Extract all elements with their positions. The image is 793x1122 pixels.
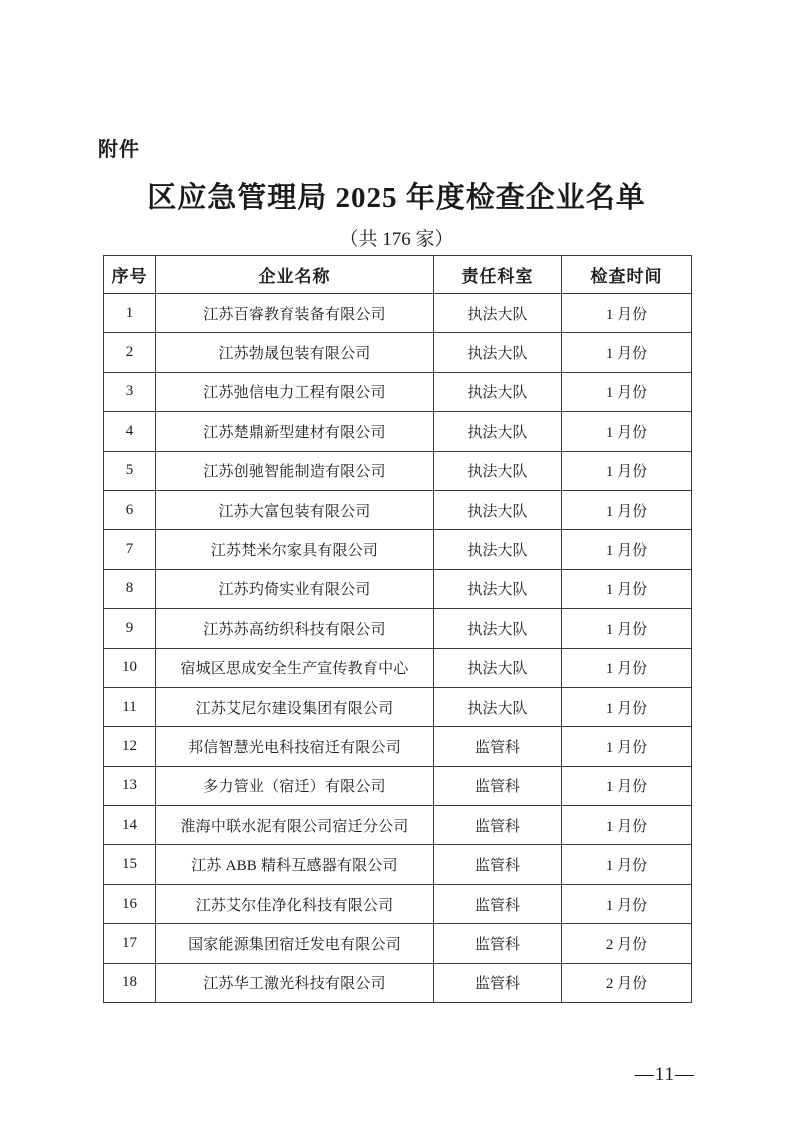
cell-dept: 监管科 bbox=[434, 884, 562, 923]
cell-time: 1 月份 bbox=[562, 766, 692, 805]
table-row bbox=[104, 530, 692, 569]
enterprise-list-table bbox=[103, 255, 692, 1003]
cell-dept: 监管科 bbox=[434, 806, 562, 845]
cell-time: 1 月份 bbox=[562, 333, 692, 372]
cell-time: 1 月份 bbox=[562, 806, 692, 845]
table-row bbox=[104, 924, 692, 963]
cell-time: 1 月份 bbox=[562, 845, 692, 884]
cell-no: 9 bbox=[104, 609, 156, 648]
cell-dept: 执法大队 bbox=[434, 372, 562, 411]
table-row bbox=[104, 372, 692, 411]
cell-dept: 执法大队 bbox=[434, 451, 562, 490]
cell-name: 江苏大富包装有限公司 bbox=[156, 490, 434, 529]
cell-no: 4 bbox=[104, 412, 156, 451]
column-header-time: 检查时间 bbox=[562, 256, 692, 294]
cell-no: 10 bbox=[104, 648, 156, 687]
cell-time: 1 月份 bbox=[562, 490, 692, 529]
cell-dept: 监管科 bbox=[434, 727, 562, 766]
cell-name: 江苏 ABB 精科互感器有限公司 bbox=[156, 845, 434, 884]
cell-name: 江苏艾尔佳净化科技有限公司 bbox=[156, 884, 434, 923]
cell-dept: 执法大队 bbox=[434, 687, 562, 726]
cell-no: 18 bbox=[104, 963, 156, 1002]
table-row bbox=[104, 412, 692, 451]
table-row bbox=[104, 806, 692, 845]
table-row bbox=[104, 845, 692, 884]
cell-time: 1 月份 bbox=[562, 372, 692, 411]
cell-dept: 执法大队 bbox=[434, 530, 562, 569]
column-header-dept: 责任科室 bbox=[434, 256, 562, 294]
cell-no: 7 bbox=[104, 530, 156, 569]
cell-name: 江苏百睿教育装备有限公司 bbox=[156, 294, 434, 333]
attachment-label: 附件 bbox=[98, 139, 140, 161]
cell-no: 8 bbox=[104, 569, 156, 608]
cell-dept: 监管科 bbox=[434, 924, 562, 963]
cell-no: 13 bbox=[104, 766, 156, 805]
cell-name: 宿城区思成安全生产宣传教育中心 bbox=[156, 648, 434, 687]
cell-name: 江苏梵米尔家具有限公司 bbox=[156, 530, 434, 569]
cell-name: 江苏华工激光科技有限公司 bbox=[156, 963, 434, 1002]
cell-name: 邦信智慧光电科技宿迁有限公司 bbox=[156, 727, 434, 766]
cell-dept: 执法大队 bbox=[434, 412, 562, 451]
cell-time: 1 月份 bbox=[562, 884, 692, 923]
cell-dept: 执法大队 bbox=[434, 609, 562, 648]
cell-time: 1 月份 bbox=[562, 687, 692, 726]
cell-no: 17 bbox=[104, 924, 156, 963]
page-subtitle: （共 176 家） bbox=[339, 229, 454, 250]
cell-no: 16 bbox=[104, 884, 156, 923]
cell-dept: 执法大队 bbox=[434, 569, 562, 608]
cell-name: 淮海中联水泥有限公司宿迁分公司 bbox=[156, 806, 434, 845]
cell-name: 多力管业（宿迁）有限公司 bbox=[156, 766, 434, 805]
column-header-no: 序号 bbox=[104, 256, 156, 294]
cell-time: 1 月份 bbox=[562, 569, 692, 608]
cell-name: 国家能源集团宿迁发电有限公司 bbox=[156, 924, 434, 963]
cell-time: 1 月份 bbox=[562, 412, 692, 451]
cell-no: 6 bbox=[104, 490, 156, 529]
cell-time: 2 月份 bbox=[562, 924, 692, 963]
cell-time: 1 月份 bbox=[562, 648, 692, 687]
cell-no: 3 bbox=[104, 372, 156, 411]
cell-dept: 监管科 bbox=[434, 766, 562, 805]
table-row bbox=[104, 648, 692, 687]
page-title: 区应急管理局 2025 年度检查企业名单 bbox=[147, 182, 646, 214]
cell-dept: 监管科 bbox=[434, 963, 562, 1002]
table-header-row bbox=[104, 256, 692, 294]
cell-time: 1 月份 bbox=[562, 727, 692, 766]
cell-name: 江苏勃晟包装有限公司 bbox=[156, 333, 434, 372]
cell-time: 1 月份 bbox=[562, 609, 692, 648]
cell-name: 江苏创驰智能制造有限公司 bbox=[156, 451, 434, 490]
table-row bbox=[104, 609, 692, 648]
cell-no: 11 bbox=[104, 687, 156, 726]
table-row bbox=[104, 727, 692, 766]
table-row bbox=[104, 884, 692, 923]
table-row bbox=[104, 490, 692, 529]
cell-name: 江苏艾尼尔建设集团有限公司 bbox=[156, 687, 434, 726]
cell-name: 江苏苏高纺织科技有限公司 bbox=[156, 609, 434, 648]
cell-time: 1 月份 bbox=[562, 294, 692, 333]
cell-dept: 监管科 bbox=[434, 845, 562, 884]
cell-name: 江苏楚鼎新型建材有限公司 bbox=[156, 412, 434, 451]
cell-name: 江苏弛信电力工程有限公司 bbox=[156, 372, 434, 411]
page-number: —11— bbox=[634, 1064, 695, 1085]
cell-no: 15 bbox=[104, 845, 156, 884]
table-row bbox=[104, 333, 692, 372]
cell-no: 1 bbox=[104, 294, 156, 333]
cell-dept: 执法大队 bbox=[434, 490, 562, 529]
cell-time: 1 月份 bbox=[562, 530, 692, 569]
cell-time: 1 月份 bbox=[562, 451, 692, 490]
table-row bbox=[104, 687, 692, 726]
cell-dept: 执法大队 bbox=[434, 294, 562, 333]
cell-name: 江苏玓倚实业有限公司 bbox=[156, 569, 434, 608]
table-row bbox=[104, 451, 692, 490]
cell-dept: 执法大队 bbox=[434, 648, 562, 687]
table-row bbox=[104, 766, 692, 805]
table-row bbox=[104, 294, 692, 333]
cell-time: 2 月份 bbox=[562, 963, 692, 1002]
cell-dept: 执法大队 bbox=[434, 333, 562, 372]
cell-no: 14 bbox=[104, 806, 156, 845]
cell-no: 12 bbox=[104, 727, 156, 766]
cell-no: 2 bbox=[104, 333, 156, 372]
table-row bbox=[104, 963, 692, 1002]
cell-no: 5 bbox=[104, 451, 156, 490]
column-header-name: 企业名称 bbox=[156, 256, 434, 294]
table-row bbox=[104, 569, 692, 608]
